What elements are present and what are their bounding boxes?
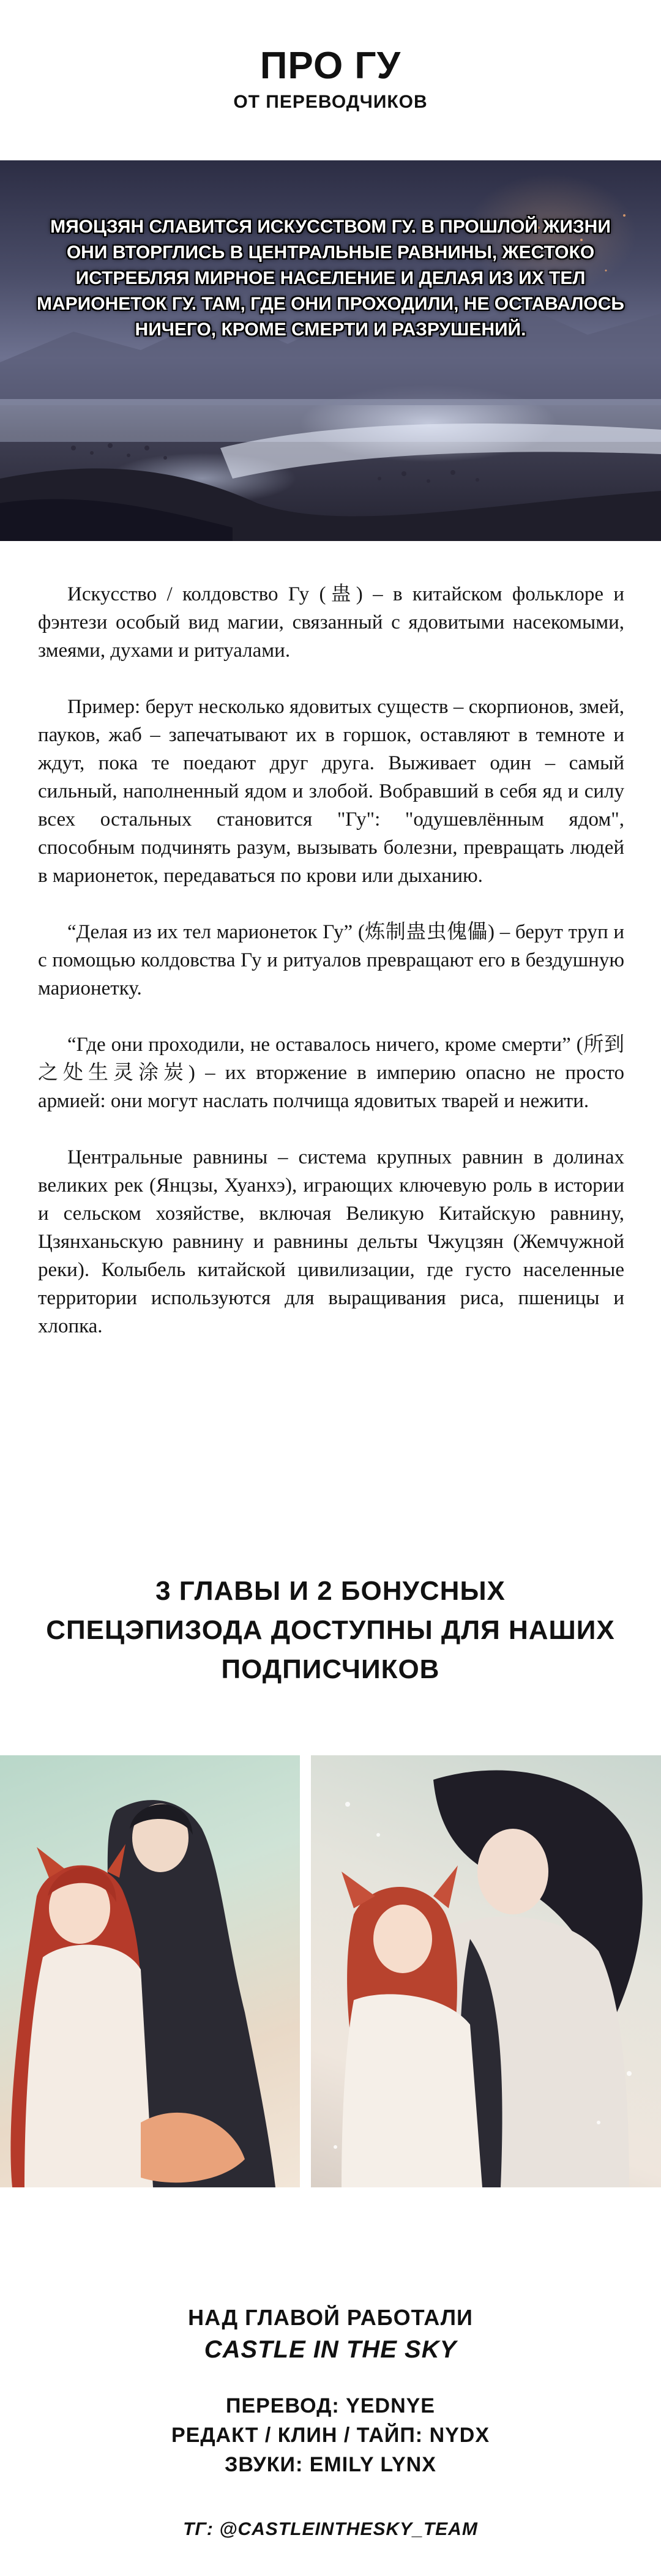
paragraph-central-plains: Центральные равнины – система крупных равнин в долинах великих рек (Янцзы, Хуанхэ), играющих ключевую роль в истории и сельском хозяйстве, включая Великую Китайскую равнину, Цзянханьскую равнину и равнины дельты Чжуцзян (Жемчужной реки). Колыбель китайской цивилизации, где густо населенные территории используются для выращивания риса, пшеницы и хлопка. (38, 1146, 624, 1337)
subscriber-promo (0, 1572, 661, 1689)
page-title: ПРО ГУ (260, 45, 401, 87)
credits-sounds: ЗВУКИ: EMILY LYNX (225, 2453, 436, 2476)
credits-heading: НАД ГЛАВОЙ РАБОТАЛИ (188, 2305, 473, 2330)
promo-line: СПЕЦЭПИЗОДА ДОСТУПНЫ ДЛЯ НАШИХ (46, 1615, 615, 1645)
paragraph-destruction: “Где они проходили, не оставалось ничего, кроме смерти” (所到之处生灵涂炭) – их вторжение в империю опасно не просто армией: они могут наслать полчища ядовитых тварей и нежити. (38, 1034, 624, 1112)
illustration-couple-right (311, 1755, 661, 2187)
promo-line: 3 ГЛАВЫ И 2 БОНУСНЫХ (155, 1576, 506, 1606)
hero-caption: МЯОЦЗЯН СЛАВИТСЯ ИСКУССТВОМ ГУ. В ПРОШЛОЙ ЖИЗНИ ОНИ ВТОРГЛИСЬ В ЦЕНТРАЛЬНЫЕ РАВНИНЫ, ЖЕСТОКО ИСТРЕБЛЯЯ МИРНОЕ НАСЕЛЕНИЕ И ДЕЛАЯ ИЗ ИХ ТЕЛ МАРИОНЕТОК ГУ. ТАМ, ГДЕ ОНИ ПРОХОДИЛИ, НЕ ОСТАВАЛОСЬ НИЧЕГО, КРОМЕ СМЕРТИ И РАЗРУШЕНИЙ. (37, 217, 624, 340)
paragraph-gu-definition: Искусство / колдовство Гу (蛊) – в китайском фольклоре и фэнтези особый вид магии, связанный с ядовитыми насекомыми, змеями, духами и ритуалами. (38, 583, 624, 662)
credits-team-name: CASTLE IN THE SKY (204, 2336, 457, 2363)
illustration-couple-left (0, 1755, 300, 2187)
promo-illustration-left (0, 1755, 300, 2187)
paragraph-puppets: “Делая из их тел марионеток Гу” (炼制蛊虫傀儡) – берут труп и с помощью колдовства Гу и ритуалов превращают его в бездушную марионетку. (38, 921, 624, 999)
credits-translation: ПЕРЕВОД: YEDNYE (226, 2394, 435, 2417)
hero-banner (0, 160, 661, 541)
credits-editing: РЕДАКТ / КЛИН / ТАЙП: NYDX (171, 2424, 490, 2447)
page-subtitle: ОТ ПЕРЕВОДЧИКОВ (233, 92, 428, 112)
article-body (38, 580, 624, 1368)
promo-line: ПОДПИСЧИКОВ (221, 1654, 440, 1684)
paragraph-example: Пример: берут несколько ядовитых существ – скорпионов, змей, пауков, жаб – запечатывают их в горшок, оставляют в темноте и ждут, пока те поедают друг друга. Выживает один – самый сильный, наполненный ядом и злобой. Вобравший в себя яд и силу всех остальных становится "Гу": "одушевлённым ядом", способным подчинять разум, вызывать болезни, превращать людей в марионеток, передаваться по крови или дыханию. (38, 696, 624, 887)
promo-illustration-right (311, 1755, 661, 2187)
telegram-handle: ТГ: @CASTLEINTHESKY_TEAM (183, 2519, 478, 2539)
